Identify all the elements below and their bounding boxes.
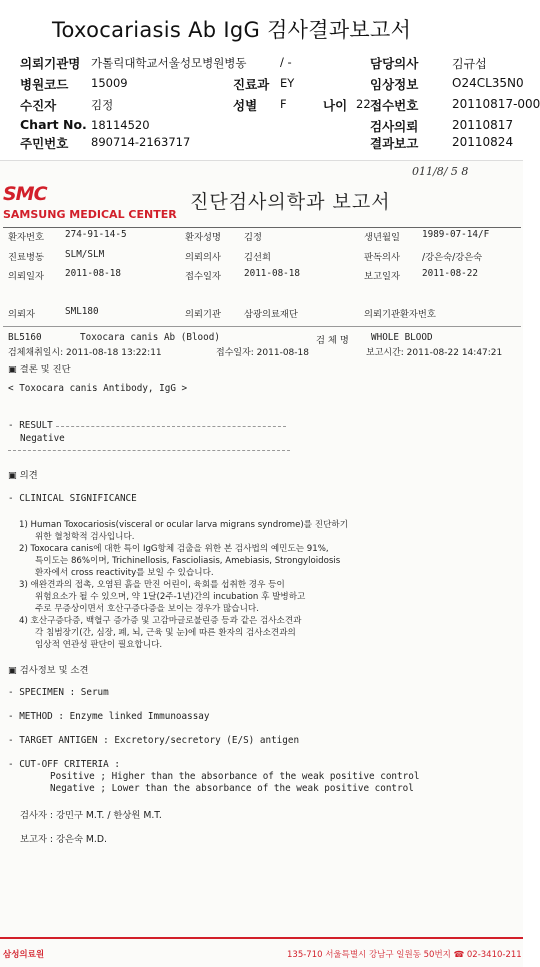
value-department: EY (280, 76, 295, 90)
label-age: 나이 (323, 98, 348, 113)
label-org-patient-no: 의뢰기관환자번호 (364, 309, 436, 320)
value-ward: / - (280, 55, 292, 69)
value-org: 삼광의료재단 (244, 309, 298, 320)
label-chart-no: Chart No. (20, 117, 87, 132)
label-receipt-date: 접수일자 (185, 271, 221, 282)
label-resident-no: 주민번호 (20, 136, 69, 151)
label-sex: 성별 (233, 98, 258, 113)
value-patient: 김정 (91, 98, 114, 112)
value-request-date: 2011-08-18 (65, 268, 121, 279)
value-report-date: 2011-08-22 (422, 268, 478, 279)
scan-title: 진단검사의학과 보고서 (190, 191, 391, 213)
value-doctor: 김규섭 (452, 57, 487, 71)
label-requester: 의뢰자 (8, 309, 35, 320)
note-line-5: 환자에서 cross reactivity를 보일 수 있습니다. (35, 568, 214, 578)
antibody-title: < Toxocara canis Antibody, IgG > (8, 383, 188, 394)
label-patient-no: 환자번호 (8, 232, 44, 243)
value-hospital-code: 15009 (91, 76, 128, 90)
value-test-request: 20110817 (452, 118, 514, 132)
label-birthdate: 생년월일 (364, 232, 400, 243)
note-line-10: 각 침범장기(간, 심장, 폐, 뇌, 근육 및 눈)에 따른 환자의 검사소견과의 (35, 628, 296, 638)
label-patient-name: 환자성명 (185, 232, 221, 243)
label-org: 의뢰기관 (185, 309, 221, 320)
method-line: - METHOD : Enzyme linked Immunoassay (8, 711, 210, 722)
value-reading-doctor: /강은숙/강은숙 (422, 252, 483, 263)
value-specimen: WHOLE BLOOD (371, 332, 433, 343)
note-line-6: 3) 애완견과의 접촉, 오염된 흙을 만진 어린이, 육회를 섭취한 경우 등이 (19, 580, 285, 590)
value-patient-no: 274-91-14-5 (65, 229, 127, 240)
handwritten-note: 011/8/ 5 8 (412, 165, 469, 178)
result-label: - RESULT (8, 420, 53, 431)
test-code: BL5160 (8, 332, 42, 343)
clinical-significance-heading: - CLINICAL SIGNIFICANCE (8, 493, 137, 504)
cutoff-negative: Negative ; Lower than the absorbance of the weak positive control (50, 783, 414, 794)
specimen-line: - SPECIMEN : Serum (8, 687, 109, 698)
result-value: Negative (20, 433, 65, 444)
value-requesting-doctor: 김선희 (244, 252, 271, 263)
value-receipt-date: 2011-08-18 (244, 268, 300, 279)
section-result-heading: ▣ 결론 및 진단 (8, 364, 71, 375)
label-clinical-info: 임상정보 (370, 77, 419, 92)
value-patient-name: 김정 (244, 232, 262, 243)
smc-logo: SMC (3, 183, 47, 205)
value-sex: F (280, 97, 287, 111)
tester-line: 검사자 : 강민구 M.T. / 한상원 M.T. (20, 810, 162, 821)
label-ward: 진료병동 (8, 252, 44, 263)
note-line-2: 위한 혈청학적 검사입니다. (35, 532, 135, 542)
value-requester: SML180 (65, 306, 99, 317)
label-specimen: 검 체 명 (316, 335, 349, 346)
label-patient: 수진자 (20, 98, 57, 113)
label-department: 진료과 (233, 77, 270, 92)
note-line-8: 주로 무증상이면서 호산구증다증을 보이는 경우가 많습니다. (35, 604, 259, 614)
label-requesting-org: 의뢰기관명 (20, 56, 81, 71)
footer-hospital-name: 삼성의료원 (3, 950, 45, 960)
footer-address: 135-710 서울특별시 강남구 일원동 50번지 ☎ 02-3410-211 (287, 950, 522, 960)
target-antigen-line: - TARGET ANTIGEN : Excretory/secretory (E/S) antigen (8, 735, 300, 746)
scanned-report (0, 160, 523, 967)
value-age: 22 (356, 97, 371, 111)
section-info-heading: ▣ 검사정보 및 소견 (8, 665, 89, 676)
label-doctor: 담당의사 (370, 56, 419, 71)
label-receipt-no: 접수번호 (370, 98, 419, 113)
section-opinion-heading: ▣ 의견 (8, 470, 38, 481)
label-hospital-code: 병원코드 (20, 77, 69, 92)
value-receipt-no: 20110817-000 (452, 97, 540, 111)
note-line-11: 임상적 연관성 판단이 필요합니다. (35, 640, 163, 650)
value-ward-code: SLM/SLM (65, 249, 105, 260)
value-birthdate: 1989-07-14/F (422, 229, 490, 240)
note-line-1: 1) Human Toxocariosis(visceral or ocular larva migrans syndrome)를 진단하기 (19, 520, 349, 530)
collection-time: 검체채취일시: 2011-08-18 13:22:11 (8, 348, 162, 358)
value-requesting-org: 가톨릭대학교서울성모병원병동 (91, 56, 247, 70)
cutoff-positive: Positive ; Higher than the absorbance of the weak positive control (50, 771, 420, 782)
label-result-report: 결과보고 (370, 136, 419, 151)
note-line-7: 위험요소가 될 수 있으며, 약 1달(2주-1년)간의 incubation 후 발병하고 (35, 592, 306, 602)
result-underline (8, 450, 290, 451)
reporter-line: 보고자 : 강은숙 M.D. (20, 834, 107, 845)
note-line-4: 특이도는 86%이며, Trichinellosis, Fascioliasis, Amebiasis, Strongyloidosis (35, 556, 341, 566)
footer-rule (0, 937, 523, 939)
value-chart-no: 18114520 (91, 118, 150, 132)
cutoff-heading: - CUT-OFF CRITERIA : (8, 759, 120, 770)
value-resident-no: 890714-2163717 (91, 135, 191, 149)
receipt-time: 접수일자: 2011-08-18 (216, 348, 309, 358)
value-clinical-info: O24CL35N0 (452, 76, 524, 90)
test-name: Toxocara canis Ab (Blood) (80, 332, 220, 343)
divider (3, 227, 521, 228)
divider (3, 326, 521, 327)
note-line-9: 4) 호산구증다증, 백혈구 증가증 및 고감마글로불린증 등과 같은 검사소견과 (19, 616, 302, 626)
label-test-request: 검사의뢰 (370, 119, 419, 134)
note-line-3: 2) Toxocara canis에 대한 특이 IgG항체 검출을 위한 본 검사법의 예민도는 91%, (19, 544, 329, 554)
report-title: Toxocariasis Ab IgG 검사결과보고서 (52, 18, 412, 42)
value-result-report: 20110824 (452, 135, 514, 149)
label-request-date: 의뢰일자 (8, 271, 44, 282)
report-time: 보고시간: 2011-08-22 14:47:21 (366, 348, 503, 358)
label-requesting-doctor: 의뢰의사 (185, 252, 221, 263)
label-report-date: 보고일자 (364, 271, 400, 282)
result-dash-line (56, 426, 286, 427)
center-name: SAMSUNG MEDICAL CENTER (3, 208, 177, 221)
label-reading-doctor: 판독의사 (364, 252, 400, 263)
